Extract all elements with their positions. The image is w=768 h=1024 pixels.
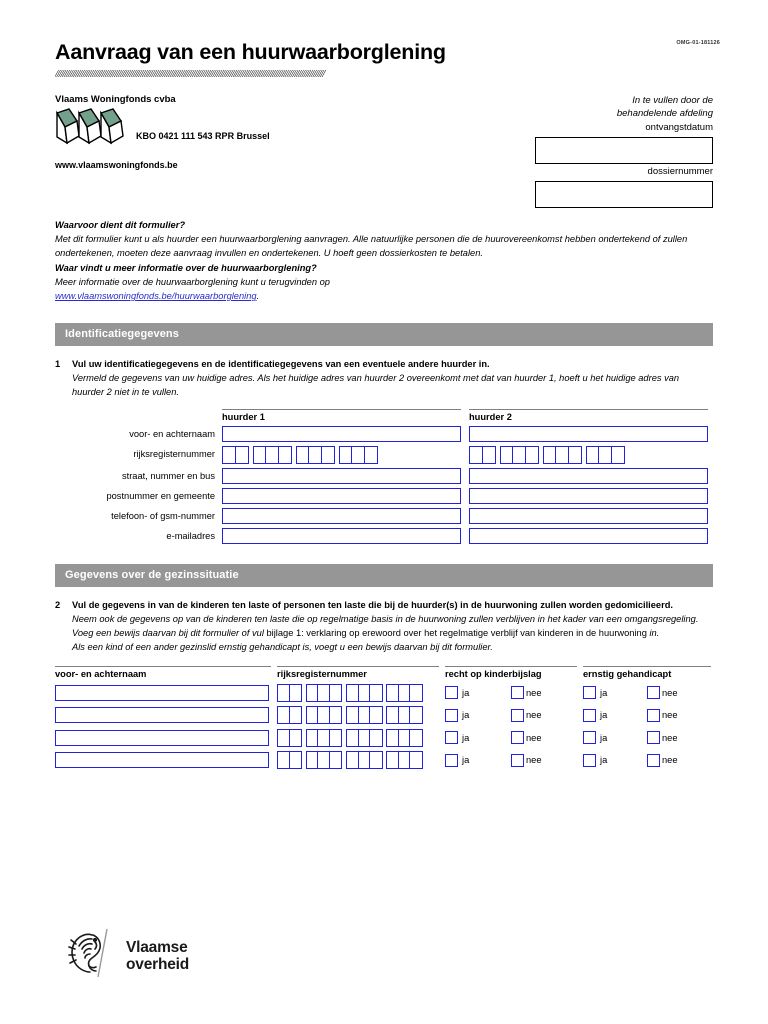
row-voor-en-achternaam (72, 426, 713, 442)
intro-body-purpose: Met dit formulier kunt u als huurder een huurwaarborglening aanvragen. Alle natuurlijke personen die de huurovereenkomst hebben ondertekend of zullen ondertekenen, moeten deze aanvraag invullen en ondertekenen. U hoeft geen dossierkosten te betalen. (55, 234, 688, 259)
checkbox[interactable] (511, 709, 524, 722)
digit-cell[interactable] (278, 752, 290, 768)
digit-cell[interactable] (370, 707, 382, 723)
intro-body-moreinfo: Meer informatie over de huurwaarborglening kunt u terugvinden op (55, 276, 330, 287)
checkbox-kinderbijslag-ja[interactable] (445, 754, 511, 767)
digit-cell[interactable] (290, 707, 302, 723)
digit-cell[interactable] (330, 730, 342, 746)
digit-group[interactable] (296, 446, 336, 464)
digit-group[interactable] (277, 729, 302, 747)
checkbox-label: ja (600, 710, 608, 721)
row-label: rijksregisternummer (133, 449, 215, 460)
question-2-heading: Vul de gegevens in van de kinderen ten laste of personen ten laste die bij de huurder(s) in de huurwoning zullen worden gedomicilieerd. (72, 600, 673, 611)
checkbox-label: ja (462, 755, 470, 766)
column-header-naam: voor- en achternaam (55, 666, 271, 679)
digit-group[interactable] (277, 684, 302, 702)
digit-cell[interactable] (501, 447, 514, 463)
digit-cell[interactable] (359, 685, 371, 701)
question-2-number: 2 (55, 600, 61, 611)
digit-cell[interactable] (365, 447, 378, 463)
checkbox-label: nee (662, 687, 678, 698)
dossier-number-label: dossiernummer (647, 166, 713, 177)
digit-cell[interactable] (483, 447, 496, 463)
input-naam-huurder-1[interactable] (222, 426, 461, 442)
digit-cell[interactable] (612, 447, 625, 463)
digit-cell[interactable] (399, 730, 411, 746)
digit-cell[interactable] (254, 447, 267, 463)
household-table-header (55, 666, 713, 679)
digit-group[interactable] (346, 706, 383, 724)
digit-cell[interactable] (340, 447, 353, 463)
input-persoon-naam[interactable] (55, 730, 269, 746)
checkbox-kinderbijslag-nee[interactable] (511, 731, 577, 744)
input-persoon-rijksregisternummer[interactable] (277, 706, 439, 724)
digit-cell[interactable] (410, 685, 422, 701)
checkbox[interactable] (647, 731, 660, 744)
digit-group[interactable] (253, 446, 293, 464)
digit-group[interactable] (306, 751, 343, 769)
digit-cell[interactable] (290, 685, 302, 701)
vlaamse-overheid-label (126, 939, 189, 973)
digit-cell[interactable] (236, 447, 249, 463)
digit-cell[interactable] (330, 707, 342, 723)
column-header-huurder-1: huurder 1 (222, 409, 461, 422)
checkbox[interactable] (511, 754, 524, 767)
input-telefoon-huurder-1[interactable] (222, 508, 461, 524)
intro-text (55, 218, 713, 303)
checkbox-label: nee (526, 732, 542, 743)
digit-cell[interactable] (278, 685, 290, 701)
digit-cell[interactable] (318, 730, 330, 746)
digit-group[interactable] (339, 446, 379, 464)
question-2 (55, 598, 713, 654)
column-header-huurder-2: huurder 2 (469, 409, 708, 422)
row-postnummer-gemeente (72, 488, 713, 504)
organisation-website: www.vlaamswoningfonds.be (55, 160, 178, 170)
input-persoon-naam[interactable] (55, 707, 269, 723)
digit-cell[interactable] (370, 685, 382, 701)
input-rijksregisternummer-huurder-2[interactable] (469, 446, 708, 464)
intro-heading-purpose: Waarvoor dient dit formulier? (55, 220, 185, 230)
digit-cell[interactable] (330, 752, 342, 768)
row-e-mailadres (72, 528, 713, 544)
page-title: Aanvraag van een huurwaarborglening (55, 40, 446, 64)
digit-cell[interactable] (278, 707, 290, 723)
checkbox[interactable] (647, 754, 660, 767)
note-part-2: bijlage 1: verklaring op erewoord over het regelmatige verblijf van kinderen (266, 628, 574, 639)
checkbox[interactable] (583, 754, 596, 767)
checkbox[interactable] (445, 686, 458, 699)
row-label: postnummer en gemeente (106, 491, 215, 502)
checkbox-label: ja (462, 687, 470, 698)
digit-group[interactable] (346, 751, 383, 769)
digit-group[interactable] (386, 729, 423, 747)
digit-group[interactable] (277, 751, 302, 769)
checkbox-label: ja (462, 732, 470, 743)
input-postnummer-huurder-1[interactable] (222, 488, 461, 504)
checkbox-label: nee (526, 710, 542, 721)
input-email-huurder-1[interactable] (222, 528, 461, 544)
more-info-link[interactable]: www.vlaamswoningfonds.be/huurwaarborglening (55, 291, 257, 302)
checkbox-label: nee (662, 755, 678, 766)
note-part-1: Neem ook de gegevens op van de kinderen ten laste die op regelmatige basis in de huurwoning zullen verblijven in het kader van een omgangsregeling. Voeg een bewijs daarvan bij dit formulier of vul (72, 614, 699, 639)
input-rijksregisternummer-huurder-1[interactable] (222, 446, 461, 464)
checkbox-label: ja (462, 710, 470, 721)
row-label: e-mailadres (166, 531, 215, 542)
input-persoon-naam[interactable] (55, 685, 269, 701)
checkbox[interactable] (445, 754, 458, 767)
question-2-note-line2: Als een kind of een ander gezinslid ernstig gehandicapt is, voegt u een bewijs daarvan bij dit formulier. (72, 642, 493, 653)
checkbox-gehandicapt-nee[interactable] (647, 731, 711, 744)
digit-cell[interactable] (410, 730, 422, 746)
organisation-name: Vlaams Woningfonds cvba (55, 94, 176, 105)
digit-cell[interactable] (307, 752, 319, 768)
digit-group[interactable] (306, 706, 343, 724)
checkbox-gehandicapt-ja[interactable] (583, 686, 647, 699)
checkbox-label: ja (600, 755, 608, 766)
checkbox-label: nee (526, 687, 542, 698)
digit-cell[interactable] (318, 685, 330, 701)
digit-cell[interactable] (399, 707, 411, 723)
checkbox-gehandicapt-ja[interactable] (583, 754, 647, 767)
input-persoon-rijksregisternummer[interactable] (277, 729, 439, 747)
question-1-note: Vermeld de gegevens van uw huidige adres. Als het huidige adres van huurder 2 overeenkomt met dat van huurder 1, hoeft u het huidige adres van huurder 2 niet in te vullen. (72, 373, 680, 398)
checkbox[interactable] (647, 709, 660, 722)
vlaamse-overheid-footer (62, 925, 189, 986)
digit-cell[interactable] (266, 447, 279, 463)
receipt-date-field[interactable] (535, 137, 713, 164)
digit-cell[interactable] (544, 447, 557, 463)
checkbox[interactable] (445, 709, 458, 722)
admin-note-line2: behandelende afdeling (616, 108, 713, 119)
digit-group[interactable] (222, 446, 249, 464)
note-part-4: in. (649, 628, 660, 639)
digit-cell[interactable] (307, 707, 319, 723)
section-header-gezinssituatie: Gegevens over de gezinssituatie (55, 564, 713, 587)
digit-cell[interactable] (309, 447, 322, 463)
digit-group[interactable] (586, 446, 626, 464)
question-1-heading: Vul uw identificatiegegevens en de identificatiegegevens van een eventuele andere huurder in. (72, 359, 490, 370)
digit-cell[interactable] (359, 752, 371, 768)
digit-group[interactable] (306, 729, 343, 747)
digit-cell[interactable] (587, 447, 600, 463)
checkbox-kinderbijslag-nee[interactable] (511, 686, 577, 699)
checkbox-gehandicapt-nee[interactable] (647, 754, 711, 767)
digit-cell[interactable] (387, 707, 399, 723)
digit-cell[interactable] (470, 447, 483, 463)
checkbox-kinderbijslag-nee[interactable] (511, 709, 577, 722)
table-row (55, 729, 713, 747)
admin-use-box (535, 94, 713, 208)
digit-group[interactable] (306, 684, 343, 702)
digit-cell[interactable] (307, 685, 319, 701)
input-naam-huurder-2[interactable] (469, 426, 708, 442)
digit-cell[interactable] (318, 707, 330, 723)
row-telefoon-gsm (72, 508, 713, 524)
column-header-rijksregisternummer: rijksregisternummer (277, 666, 439, 679)
digit-cell[interactable] (526, 447, 539, 463)
header-spacer (72, 409, 222, 422)
dossier-number-field[interactable] (535, 181, 713, 208)
question-2-note (72, 612, 713, 640)
question-1-number: 1 (55, 359, 61, 370)
row-rijksregisternummer (72, 446, 713, 464)
input-postnummer-huurder-2[interactable] (469, 488, 708, 504)
checkbox-gehandicapt-ja[interactable] (583, 709, 647, 722)
digit-cell[interactable] (513, 447, 526, 463)
logo-line-1: Vlaamse (126, 938, 188, 956)
digit-cell[interactable] (410, 707, 422, 723)
table-row (55, 684, 713, 702)
checkbox[interactable] (511, 686, 524, 699)
digit-cell[interactable] (387, 685, 399, 701)
column-header-gehandicapt: ernstig gehandicapt (583, 666, 711, 679)
digit-group[interactable] (469, 446, 496, 464)
question-1 (55, 357, 713, 399)
digit-cell[interactable] (599, 447, 612, 463)
digit-group[interactable] (277, 706, 302, 724)
row-straat-nummer-bus (72, 468, 713, 484)
digit-cell[interactable] (347, 752, 359, 768)
admin-note-line1: In te vullen door de (632, 95, 713, 106)
checkbox[interactable] (583, 731, 596, 744)
household-table (55, 666, 713, 769)
digit-cell[interactable] (370, 752, 382, 768)
digit-cell[interactable] (569, 447, 582, 463)
digit-cell[interactable] (223, 447, 236, 463)
input-persoon-rijksregisternummer[interactable] (277, 684, 439, 702)
digit-cell[interactable] (347, 730, 359, 746)
digit-cell[interactable] (387, 730, 399, 746)
digit-cell[interactable] (322, 447, 335, 463)
vlaams-woningfonds-logo-icon (55, 107, 127, 150)
checkbox-kinderbijslag-ja[interactable] (445, 731, 511, 744)
digit-group[interactable] (346, 684, 383, 702)
checkbox[interactable] (583, 686, 596, 699)
organisation-registration: KBO 0421 111 543 RPR Brussel (136, 130, 270, 141)
input-straat-huurder-1[interactable] (222, 468, 461, 484)
input-persoon-rijksregisternummer[interactable] (277, 751, 439, 769)
checkbox-label: ja (600, 732, 608, 743)
digit-cell[interactable] (399, 752, 411, 768)
digit-cell[interactable] (387, 752, 399, 768)
checkbox-gehandicapt-ja[interactable] (583, 731, 647, 744)
digit-cell[interactable] (399, 685, 411, 701)
column-header-kinderbijslag: recht op kinderbijslag (445, 666, 577, 679)
digit-cell[interactable] (279, 447, 292, 463)
digit-cell[interactable] (297, 447, 310, 463)
checkbox[interactable] (445, 731, 458, 744)
identification-grid-header (72, 409, 713, 422)
input-email-huurder-2[interactable] (469, 528, 708, 544)
row-label: voor- en achternaam (129, 429, 215, 440)
digit-group[interactable] (386, 751, 423, 769)
input-persoon-naam[interactable] (55, 752, 269, 768)
digit-cell[interactable] (330, 685, 342, 701)
flemish-lion-logo-icon (62, 925, 118, 986)
intro-heading-moreinfo: Waar vindt u meer informatie over de huurwaarborglening? (55, 262, 317, 273)
hatched-divider: ///////////////////////////////////////////////////////////////////////////////////////////////////////////////////////////////////////////////// (55, 69, 325, 80)
digit-group[interactable] (386, 706, 423, 724)
checkbox-kinderbijslag-nee[interactable] (511, 754, 577, 767)
checkbox-label: nee (526, 755, 542, 766)
digit-group[interactable] (346, 729, 383, 747)
digit-cell[interactable] (359, 730, 371, 746)
digit-cell[interactable] (347, 685, 359, 701)
digit-cell[interactable] (410, 752, 422, 768)
digit-group[interactable] (500, 446, 540, 464)
digit-cell[interactable] (352, 447, 365, 463)
identification-grid (72, 409, 713, 544)
table-row (55, 706, 713, 724)
checkbox-label: nee (662, 732, 678, 743)
digit-cell[interactable] (290, 730, 302, 746)
digit-group[interactable] (543, 446, 583, 464)
input-straat-huurder-2[interactable] (469, 468, 708, 484)
row-label: telefoon- of gsm-nummer (111, 511, 215, 522)
row-label: straat, nummer en bus (121, 471, 215, 482)
digit-cell[interactable] (370, 730, 382, 746)
checkbox-kinderbijslag-ja[interactable] (445, 686, 511, 699)
section-header-identificatiegegevens: Identificatiegegevens (55, 323, 713, 346)
digit-cell[interactable] (359, 707, 371, 723)
checkbox-label: ja (600, 687, 608, 698)
receipt-date-label: ontvangstdatum (645, 122, 713, 133)
digit-group[interactable] (386, 684, 423, 702)
checkbox[interactable] (511, 731, 524, 744)
checkbox-label: nee (662, 710, 678, 721)
digit-cell[interactable] (347, 707, 359, 723)
link-suffix: . (256, 291, 260, 302)
digit-cell[interactable] (307, 730, 319, 746)
organisation-block (55, 94, 713, 204)
input-telefoon-huurder-2[interactable] (469, 508, 708, 524)
checkbox-gehandicapt-nee[interactable] (647, 686, 711, 699)
note-part-3: in de huurwoning (576, 628, 647, 639)
digit-cell[interactable] (278, 730, 290, 746)
logo-line-2: overheid (126, 955, 190, 973)
checkbox[interactable] (583, 709, 596, 722)
checkbox-gehandicapt-nee[interactable] (647, 709, 711, 722)
digit-cell[interactable] (318, 752, 330, 768)
document-code: OMG-01-181126 (676, 40, 720, 46)
digit-cell[interactable] (556, 447, 569, 463)
table-row (55, 751, 713, 769)
checkbox[interactable] (647, 686, 660, 699)
checkbox-kinderbijslag-ja[interactable] (445, 709, 511, 722)
digit-cell[interactable] (290, 752, 302, 768)
